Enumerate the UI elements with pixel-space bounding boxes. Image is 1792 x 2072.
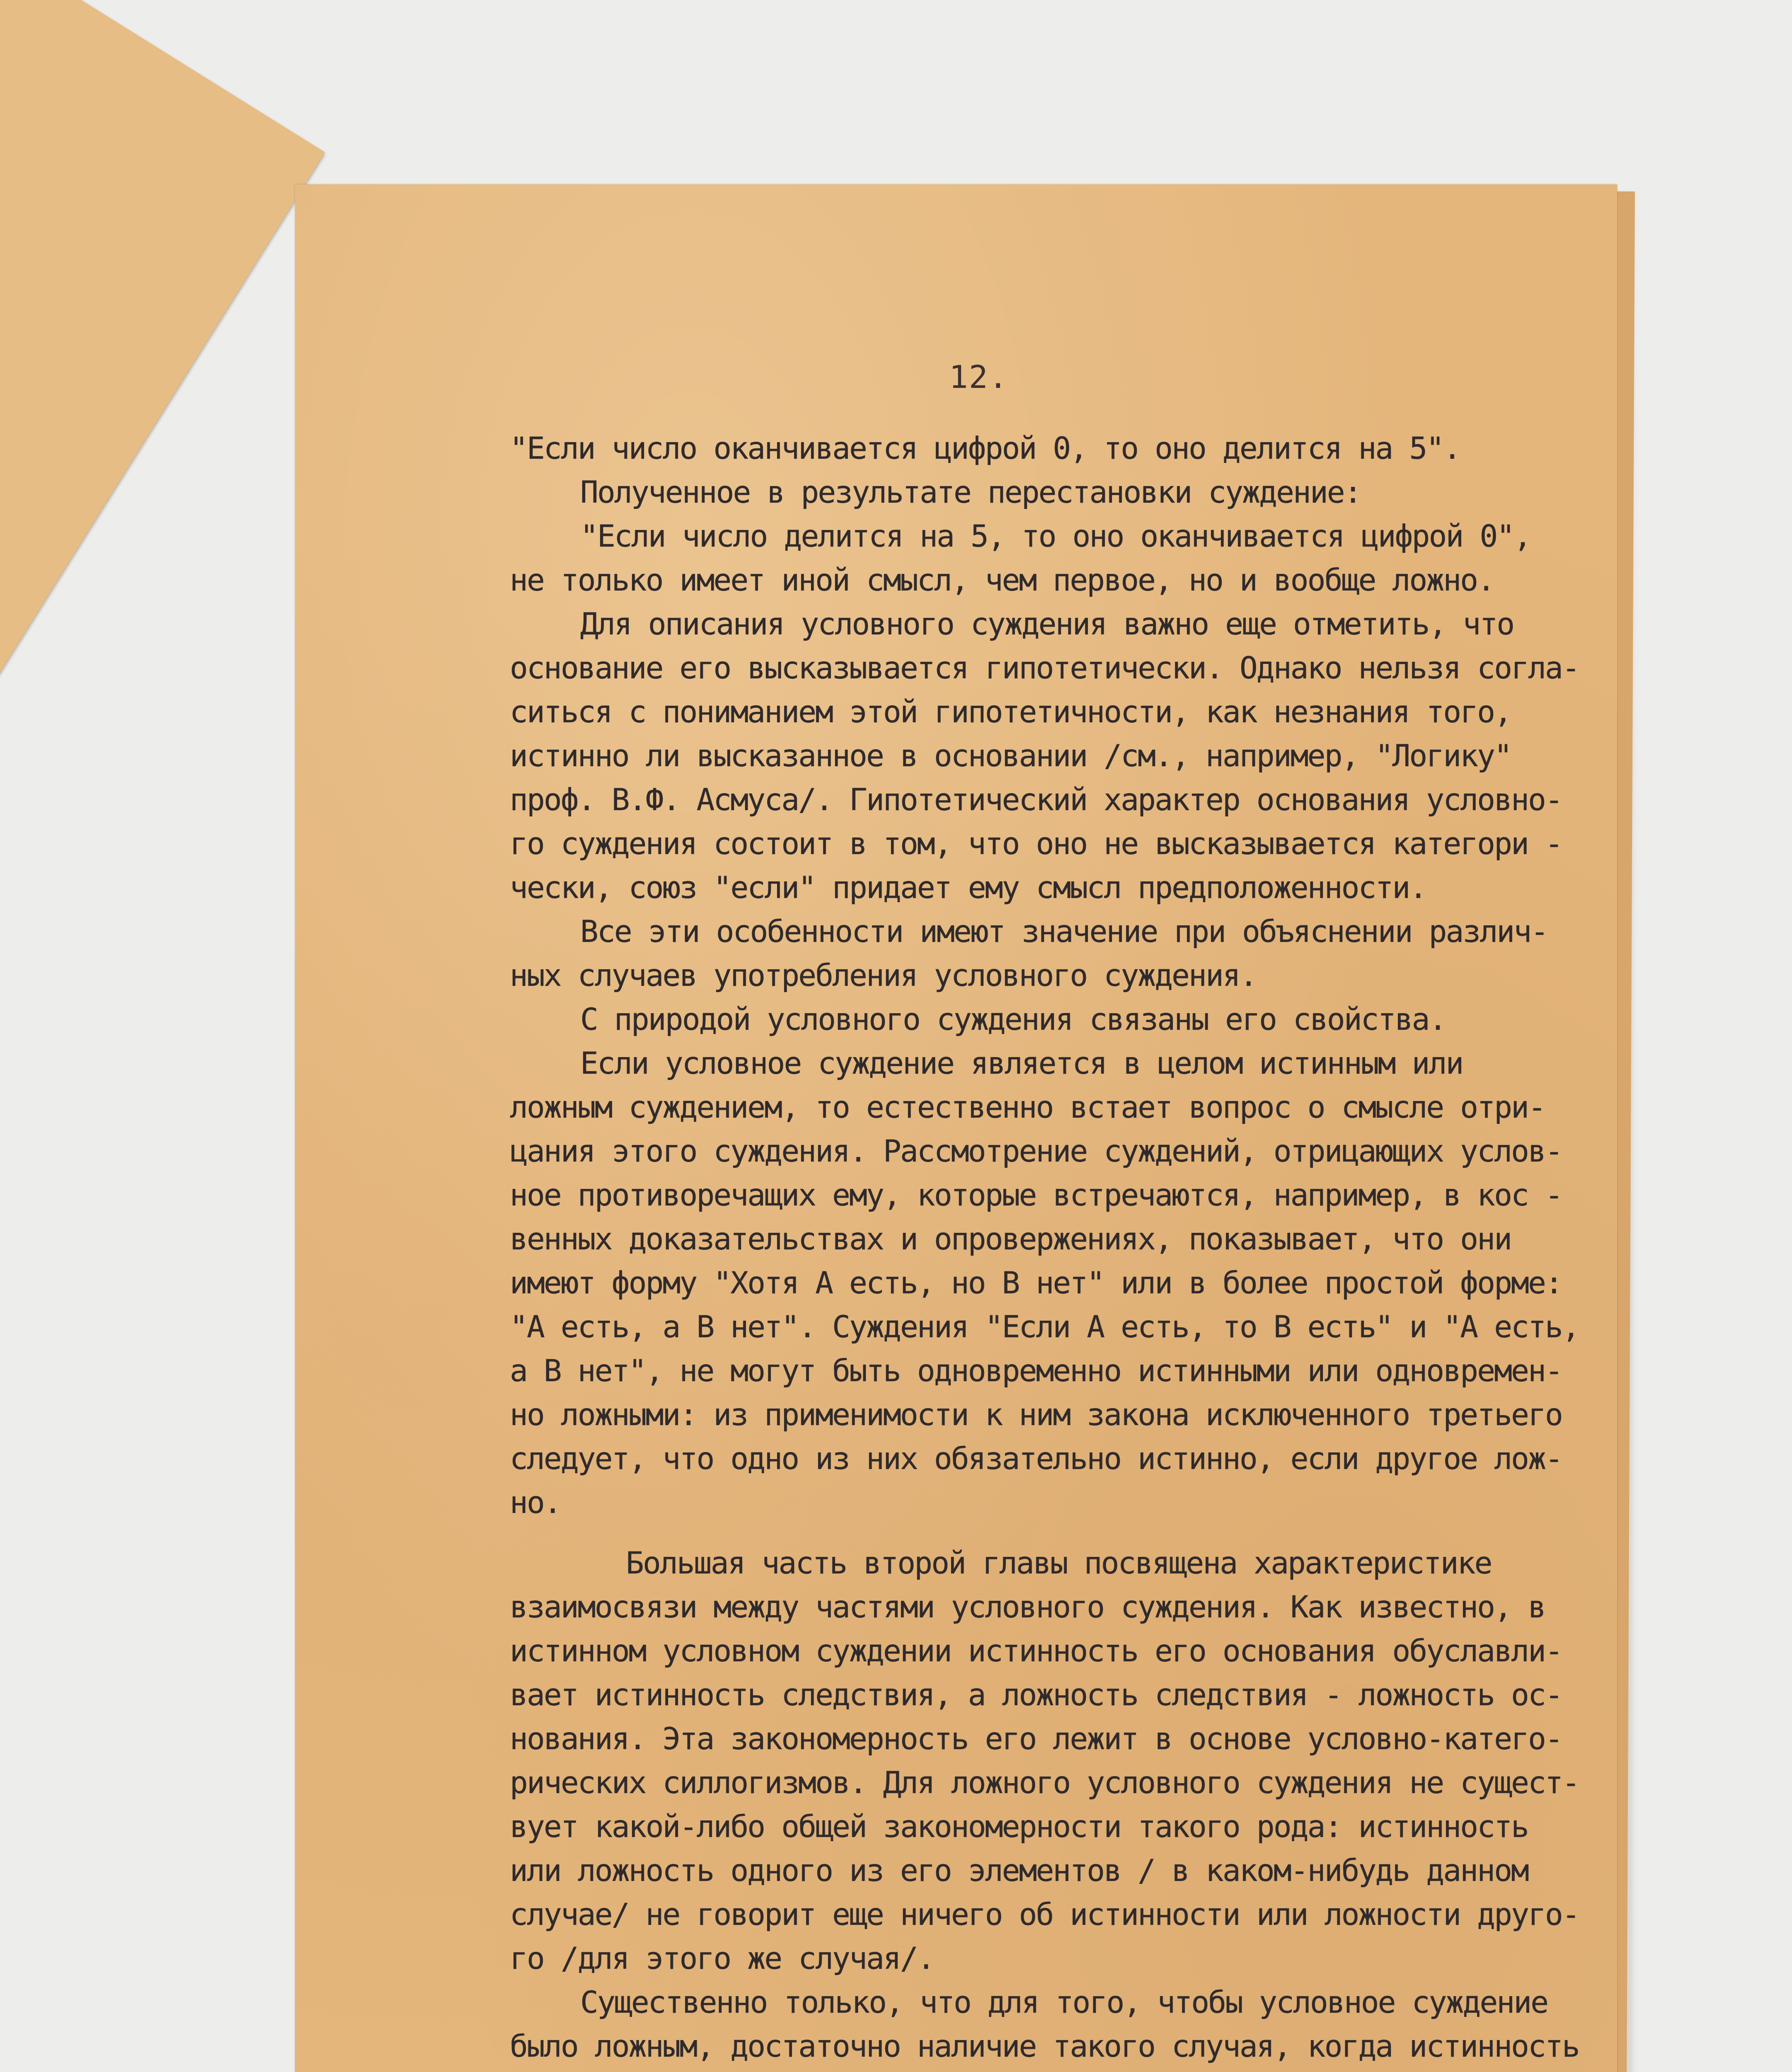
page-body-text	[510, 427, 1579, 2069]
text-line: рических силлогизмов. Для ложного условного суждения не сущест-	[510, 1765, 1579, 1801]
text-line: Большая часть второй главы посвящена характеристике	[626, 1546, 1492, 1581]
text-line: ложным суждением, то естественно встает вопрос о смысле отри-	[510, 1090, 1545, 1125]
text-line: "А есть, а В нет". Суждения "Если А есть, то В есть" и "А есть,	[510, 1310, 1579, 1345]
text-line: "Если число оканчивается цифрой 0, то оно делится на 5".	[510, 431, 1460, 466]
text-line: истинном условном суждении истинность его основания обуславли-	[510, 1634, 1562, 1669]
text-line: вует какой-либо общей закономерности такого рода: истинность	[510, 1809, 1528, 1844]
text-line: Полученное в результате перестановки суждение:	[580, 475, 1361, 510]
text-line: но.	[510, 1485, 561, 1520]
text-line: С природой условного суждения связаны его свойства.	[580, 1002, 1446, 1037]
text-line: го /для этого же случая/.	[510, 1941, 934, 1976]
text-line: но ложными: из применимости к ним закона исключенного третьего	[510, 1397, 1562, 1433]
text-line: взаимосвязи между частями условного суждения. Как известно, в	[510, 1590, 1545, 1625]
text-line: вает истинность следствия, а ложность следствия - ложность ос-	[510, 1677, 1562, 1713]
text-line: Существенно только, что для того, чтобы условное суждение	[580, 1985, 1548, 2020]
text-line: или ложность одного из его элементов / в каком-нибудь данном	[510, 1853, 1528, 1888]
text-line: не только имеет иной смысл, чем первое, но и вообще ложно.	[510, 563, 1494, 598]
text-line: го суждения состоит в том, что оно не высказывается категори -	[510, 826, 1562, 862]
text-line: "Если число делится на 5, то оно оканчивается цифрой 0",	[580, 519, 1531, 554]
text-line: венных доказательствах и опровержениях, показывает, что они	[510, 1222, 1511, 1257]
page-number: 12.	[949, 358, 1009, 395]
text-line: Все эти особенности имеют значение при объяснении различ-	[580, 914, 1548, 949]
background-page	[0, 0, 325, 855]
text-line: проф. В.Ф. Асмуса/. Гипотетический характер основания условно-	[510, 782, 1562, 818]
text-line: было ложным, достаточно наличие такого случая, когда истинность	[510, 2029, 1579, 2064]
text-line: ситься с пониманием этой гипотетичности, как незнания того,	[510, 695, 1511, 730]
text-line: ное противоречащих ему, которые встречаются, например, в кос -	[510, 1178, 1562, 1213]
text-line: следует, что одно из них обязательно истинно, если другое лож-	[510, 1441, 1562, 1477]
text-line: а В нет", не могут быть одновременно истинными или одновремен-	[510, 1353, 1562, 1389]
text-line: нования. Эта закономерность его лежит в основе условно-катего-	[510, 1721, 1562, 1757]
text-line: основание его высказывается гипотетически. Однако нельзя согла-	[510, 651, 1579, 686]
text-line: цания этого суждения. Рассмотрение суждений, отрицающих услов-	[510, 1134, 1562, 1169]
text-line: Для описания условного суждения важно еще отметить, что	[580, 607, 1514, 642]
text-line: чески, союз "если" придает ему смысл предположенности.	[510, 870, 1426, 905]
text-line: Если условное суждение является в целом истинным или	[580, 1046, 1463, 1081]
text-line: ных случаев употребления условного суждения.	[510, 958, 1257, 993]
text-line: истинно ли высказанное в основании /см., например, "Логику"	[510, 738, 1511, 774]
paragraph-gap	[510, 1525, 1571, 1542]
text-line: имеют форму "Хотя А есть, но В нет" или в более простой форме:	[510, 1266, 1562, 1301]
text-line: случае/ не говорит еще ничего об истинности или ложности друго-	[510, 1897, 1579, 1932]
